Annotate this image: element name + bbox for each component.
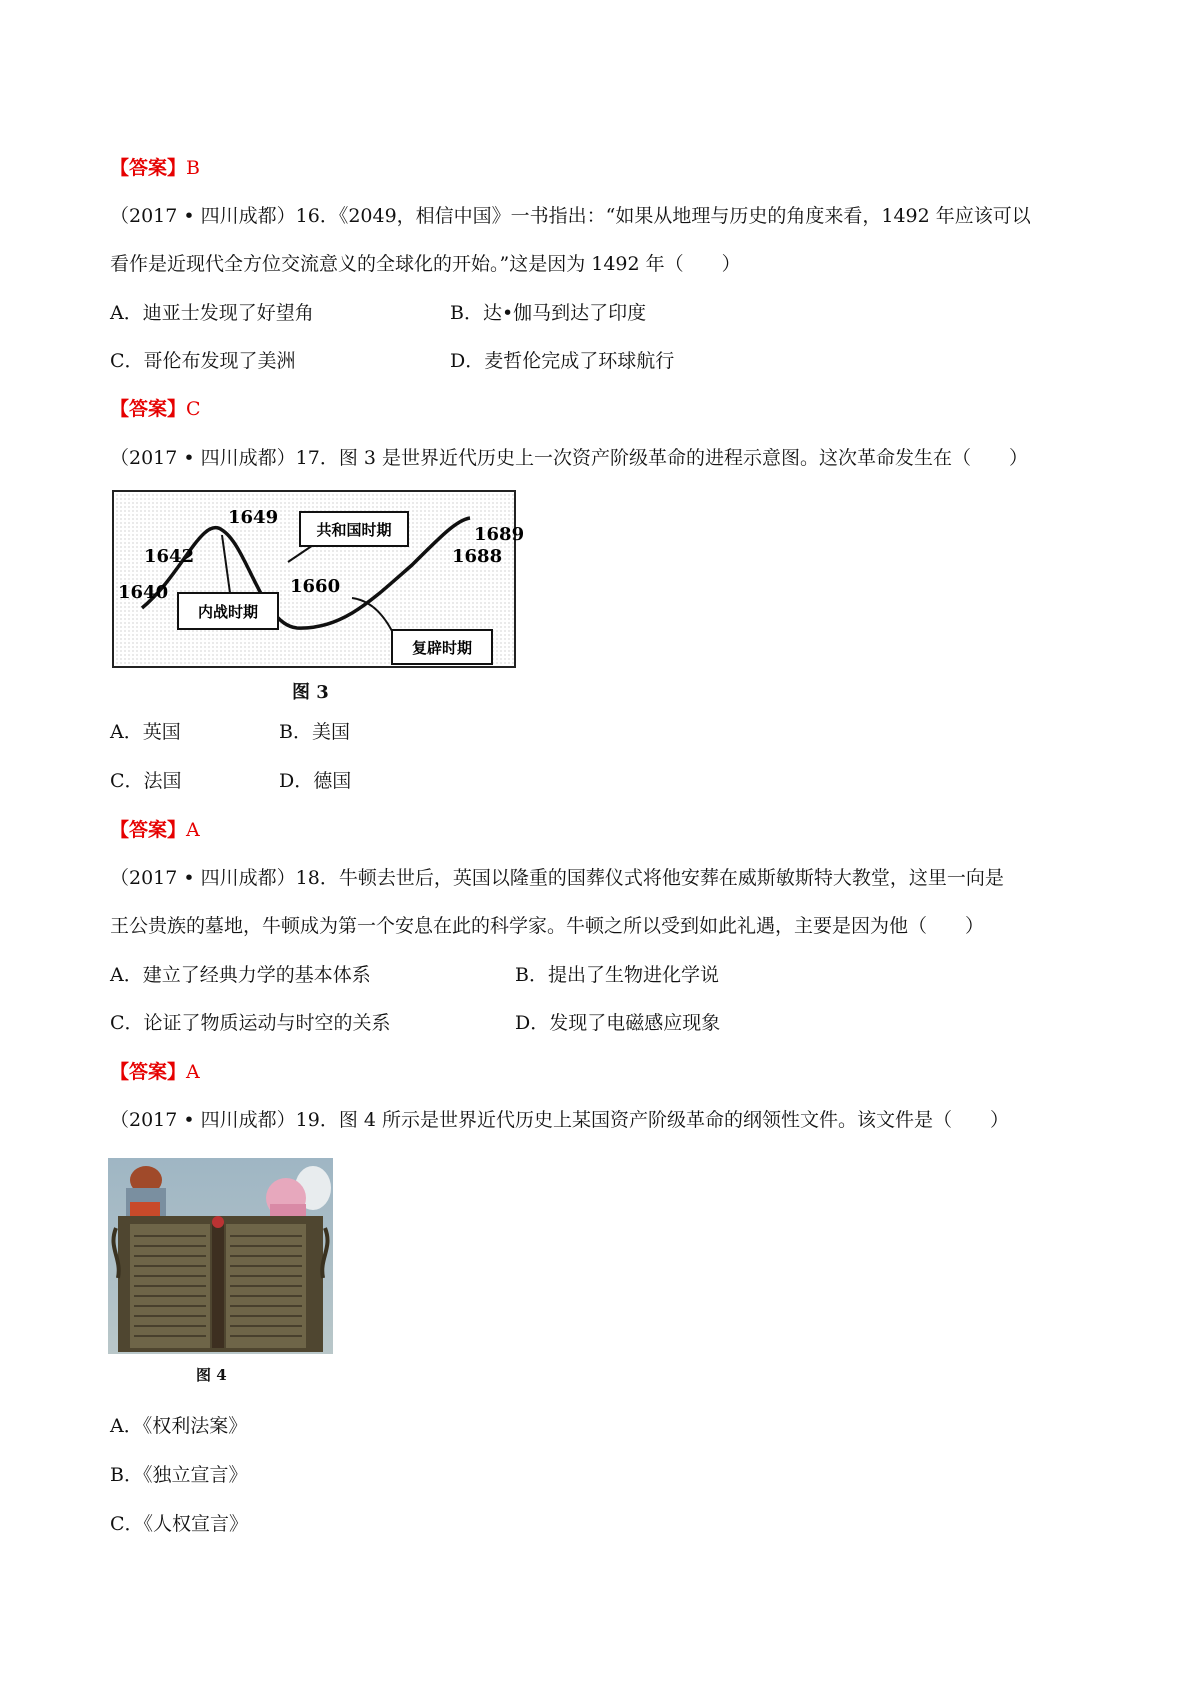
q17-option-c: C．法国 <box>110 770 182 792</box>
answer-value: A <box>186 819 200 841</box>
year-1689: 1689 <box>474 524 525 545</box>
year-1660: 1660 <box>290 576 341 597</box>
answer-q17 <box>110 818 200 842</box>
q16-option-a: A．迪亚士发现了好望角 <box>110 302 314 324</box>
q19-option-a: A．《权利法案》 <box>110 1415 248 1437</box>
question-16-line1: （2017 • 四川成都）16．《2049，相信中国》一书指出：“如果从地理与历史的角度来看，1492 年应该可以 <box>110 205 1031 227</box>
answer-q16 <box>110 397 201 421</box>
question-18-line2: 王公贵族的墓地，牛顿成为第一个安息在此的科学家。牛顿之所以受到如此礼遇，主要是因为他（ ） <box>110 915 985 937</box>
year-1649: 1649 <box>228 507 279 528</box>
q17-option-d: D．德国 <box>279 770 352 792</box>
q18-option-c: C．论证了物质运动与时空的关系 <box>110 1012 391 1034</box>
answer-value: C <box>186 398 201 420</box>
year-1688: 1688 <box>452 546 503 567</box>
figure-3-caption: 图 3 <box>292 682 329 703</box>
q19-option-c: C．《人权宣言》 <box>110 1513 249 1535</box>
q16-option-c: C．哥伦布发现了美洲 <box>110 350 296 372</box>
q17-option-a: A．英国 <box>110 721 181 743</box>
answer-label: 【答案】 <box>110 1061 187 1083</box>
figure-4-declaration-image <box>108 1158 333 1354</box>
figure-3-revolution-diagram <box>112 490 525 668</box>
q18-option-a: A．建立了经典力学的基本体系 <box>110 964 371 986</box>
year-1640: 1640 <box>118 582 169 603</box>
label-republic: 共和国时期 <box>316 521 392 539</box>
figure-4-caption: 图 4 <box>196 1366 227 1384</box>
answer-label: 【答案】 <box>110 819 187 841</box>
answer-label: 【答案】 <box>110 398 187 420</box>
year-1642: 1642 <box>144 546 195 567</box>
question-16-line2: 看作是近现代全方位交流意义的全球化的开始。”这是因为 1492 年（ ） <box>110 253 741 275</box>
label-civil-war: 内战时期 <box>197 603 259 621</box>
question-19-line1: （2017 • 四川成都）19．图 4 所示是世界近代历史上某国资产阶级革命的纲领性文件。该文件是（ ） <box>110 1109 1009 1131</box>
q17-option-b: B．美国 <box>279 721 350 743</box>
q16-option-b: B．达•伽马到达了印度 <box>450 302 647 324</box>
label-restoration: 复辟时期 <box>411 639 473 657</box>
q18-option-b: B．提出了生物进化学说 <box>515 964 719 986</box>
question-18-line1: （2017 • 四川成都）18．牛顿去世后，英国以隆重的国葬仪式将他安葬在威斯敏斯特大教堂，这里一向是 <box>110 867 1004 889</box>
answer-value: A <box>186 1061 200 1083</box>
q19-option-b: B．《独立宣言》 <box>110 1464 248 1486</box>
answer-q18 <box>110 1060 200 1084</box>
answer-label: 【答案】 <box>110 157 187 179</box>
q16-option-d: D．麦哲伦完成了环球航行 <box>450 350 675 372</box>
q18-option-d: D．发现了电磁感应现象 <box>515 1012 721 1034</box>
question-17-line1: （2017 • 四川成都）17．图 3 是世界近代历史上一次资产阶级革命的进程示意图。这次革命发生在（ ） <box>110 447 1028 469</box>
answer-q15 <box>110 156 200 180</box>
answer-value: B <box>186 157 200 179</box>
